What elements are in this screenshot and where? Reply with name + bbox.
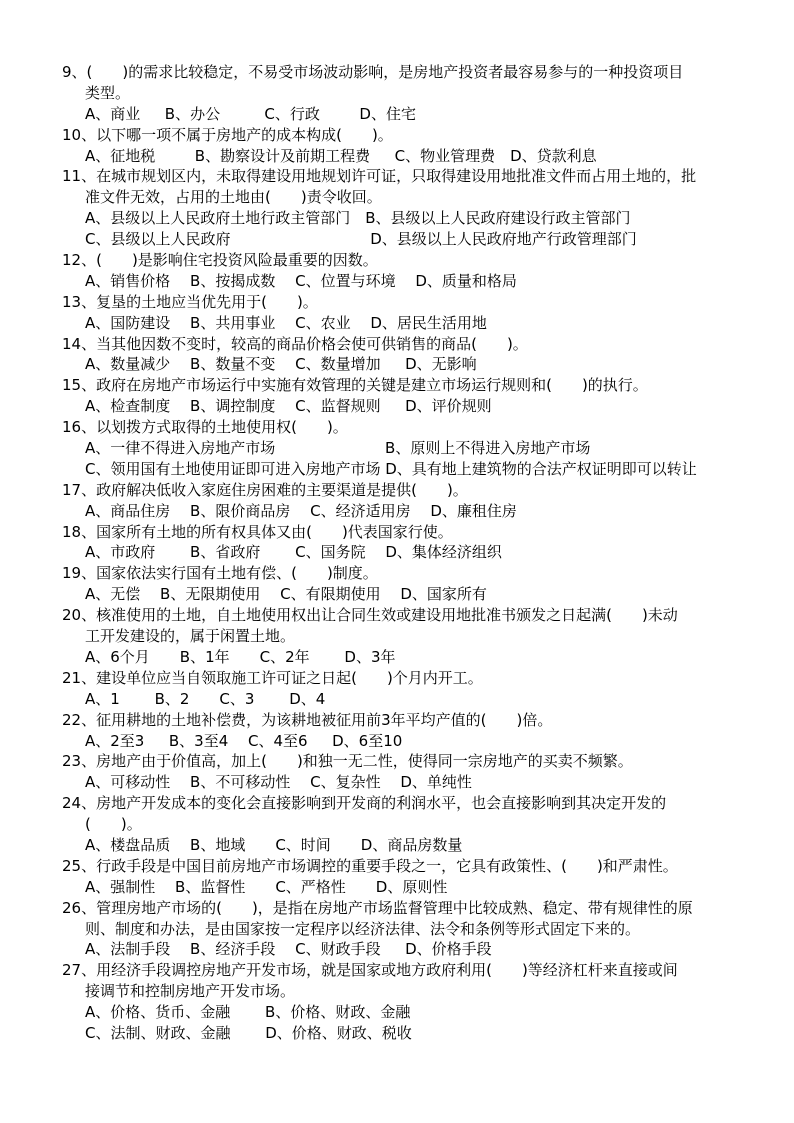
- answer-options: A、商品住房 B、限价商品房 C、经济适用房 D、廉租住房: [85, 501, 517, 520]
- question-21: [0, 668, 794, 710]
- question-text: 19、国家依法实行国有土地有偿、( )制度。: [62, 564, 378, 583]
- answer-options: A、法制手段 B、经济手段 C、财政手段 D、价格手段: [85, 940, 492, 959]
- question-text: 25、行政手段是中国目前房地产市场调控的重要手段之一，它具有政策性、( )和严肃性。: [62, 856, 678, 875]
- answer-options: A、价格、货币、金融 B、价格、财政、金融: [85, 1003, 411, 1022]
- answer-options: A、商业 B、办公 C、行政 D、住宅: [85, 104, 416, 123]
- answer-options: A、市政府 B、省政府 C、国务院 D、集体经济组织: [85, 543, 502, 562]
- question-15: [0, 375, 794, 417]
- question-text-continued: 接调节和控制房地产开发市场。: [85, 982, 296, 1001]
- answer-options: C、县级以上人民政府 D、县级以上人民政府地产行政管理部门: [85, 230, 637, 249]
- question-text: 27、用经济手段调控房地产开发市场，就是国家或地方政府利用( )等经济杠杆来直接或间: [62, 961, 678, 980]
- question-22: [0, 710, 794, 752]
- question-text: 23、房地产由于价值高，加上( )和独一无二性，使得同一宗房地产的买卖不频繁。: [62, 752, 633, 771]
- question-26: [0, 898, 794, 961]
- answer-options: A、检查制度 B、调控制度 C、监督规则 D、评价规则: [85, 397, 492, 416]
- answer-options: C、领用国有土地使用证即可进入房地产市场 D、具有地上建筑物的合法产权证明即可以转让: [85, 459, 697, 478]
- answer-options: A、一律不得进入房地产市场 B、原则上不得进入房地产市场: [85, 439, 591, 458]
- question-27: [0, 960, 794, 1044]
- question-text: 9、( )的需求比较稳定，不易受市场波动影响，是房地产投资者最容易参与的一种投资项目: [62, 63, 684, 81]
- question-18: [0, 522, 794, 564]
- question-16: [0, 417, 794, 480]
- answer-options: A、2至3 B、3至4 C、4至6 D、6至10: [85, 731, 403, 750]
- answer-options: C、法制、财政、金融 D、价格、财政、税收: [85, 1023, 412, 1042]
- question-24: [0, 793, 794, 856]
- answer-options: A、1 B、2 C、3 D、4: [85, 689, 326, 708]
- question-20: [0, 605, 794, 668]
- answer-options: A、可移动性 B、不可移动性 C、复杂性 D、单纯性: [85, 773, 472, 792]
- question-text: 26、管理房地产市场的( )，是指在房地产市场监督管理中比较成熟、稳定、带有规律性的原: [62, 898, 693, 917]
- question-13: [0, 292, 794, 334]
- question-text: 15、政府在房地产市场运行中实施有效管理的关键是建立市场运行规则和( )的执行。: [62, 376, 648, 395]
- question-9: [0, 62, 794, 125]
- answer-options: A、6个月 B、1年 C、2年 D、3年: [85, 647, 396, 666]
- answer-options: A、销售价格 B、按揭成数 C、位置与环境 D、质量和格局: [85, 271, 517, 290]
- answer-options: A、无偿 B、无限期使用 C、有限期使用 D、国家所有: [85, 585, 487, 604]
- question-text: 12、( )是影响住宅投资风险最重要的因数。: [62, 251, 378, 270]
- question-14: [0, 334, 794, 376]
- question-text: 10、以下哪一项不属于房地产的成本构成( )。: [62, 125, 393, 144]
- question-11: [0, 166, 794, 250]
- question-text: 20、核准使用的土地，自土地使用权出让合同生效或建设用地批准书颁发之日起满( )未动: [62, 606, 678, 625]
- question-10: [0, 125, 794, 167]
- answer-options: A、数量减少 B、数量不变 C、数量增加 D、无影响: [85, 355, 477, 374]
- question-text: 24、房地产开发成本的变化会直接影响到开发商的利润水平，也会直接影响到其决定开发的: [62, 794, 667, 813]
- question-text-continued: 工开发建设的，属于闲置土地。: [85, 627, 296, 646]
- question-text: 17、政府解决低收入家庭住房困难的主要渠道是提供( )。: [62, 480, 468, 499]
- question-19: [0, 563, 794, 605]
- question-text-continued: 准文件无效，占用的土地由( )责令收回。: [85, 188, 382, 207]
- answer-options: A、县级以上人民政府土地行政主管部门 B、县级以上人民政府建设行政主管部门: [85, 209, 631, 228]
- question-text: 16、以划拨方式取得的土地使用权( )。: [62, 418, 348, 437]
- question-text: 14、当其他因数不变时，较高的商品价格会使可供销售的商品( )。: [62, 334, 528, 353]
- question-text: 13、复垦的土地应当优先用于( )。: [62, 292, 318, 311]
- question-text: 22、征用耕地的土地补偿费，为该耕地被征用前3年平均产值的( )倍。: [62, 710, 553, 729]
- question-text-continued: 类型。: [85, 83, 131, 102]
- question-12: [0, 250, 794, 292]
- question-text: 11、在城市规划区内，未取得建设用地规划许可证，只取得建设用地批准文件而占用土地的，批: [62, 167, 697, 186]
- question-text-continued: 则、制度和办法，是由国家按一定程序以经济法律、法令和条例等形式固定下来的。: [85, 919, 641, 938]
- question-text: 21、建设单位应当自领取施工许可证之日起( )个月内开工。: [62, 668, 483, 687]
- question-text: 18、国家所有土地的所有权具体又由( )代表国家行使。: [62, 522, 453, 541]
- answer-options: A、征地税 B、勘察设计及前期工程费 C、物业管理费 D、贷款利息: [85, 146, 597, 165]
- question-text-continued: ( )。: [85, 815, 142, 834]
- answer-options: A、国防建设 B、共用事业 C、农业 D、居民生活用地: [85, 313, 487, 332]
- question-17: [0, 480, 794, 522]
- answer-options: A、楼盘品质 B、地域 C、时间 D、商品房数量: [85, 835, 463, 854]
- question-23: [0, 751, 794, 793]
- question-25: [0, 856, 794, 898]
- answer-options: A、强制性 B、监督性 C、严格性 D、原则性: [85, 877, 448, 896]
